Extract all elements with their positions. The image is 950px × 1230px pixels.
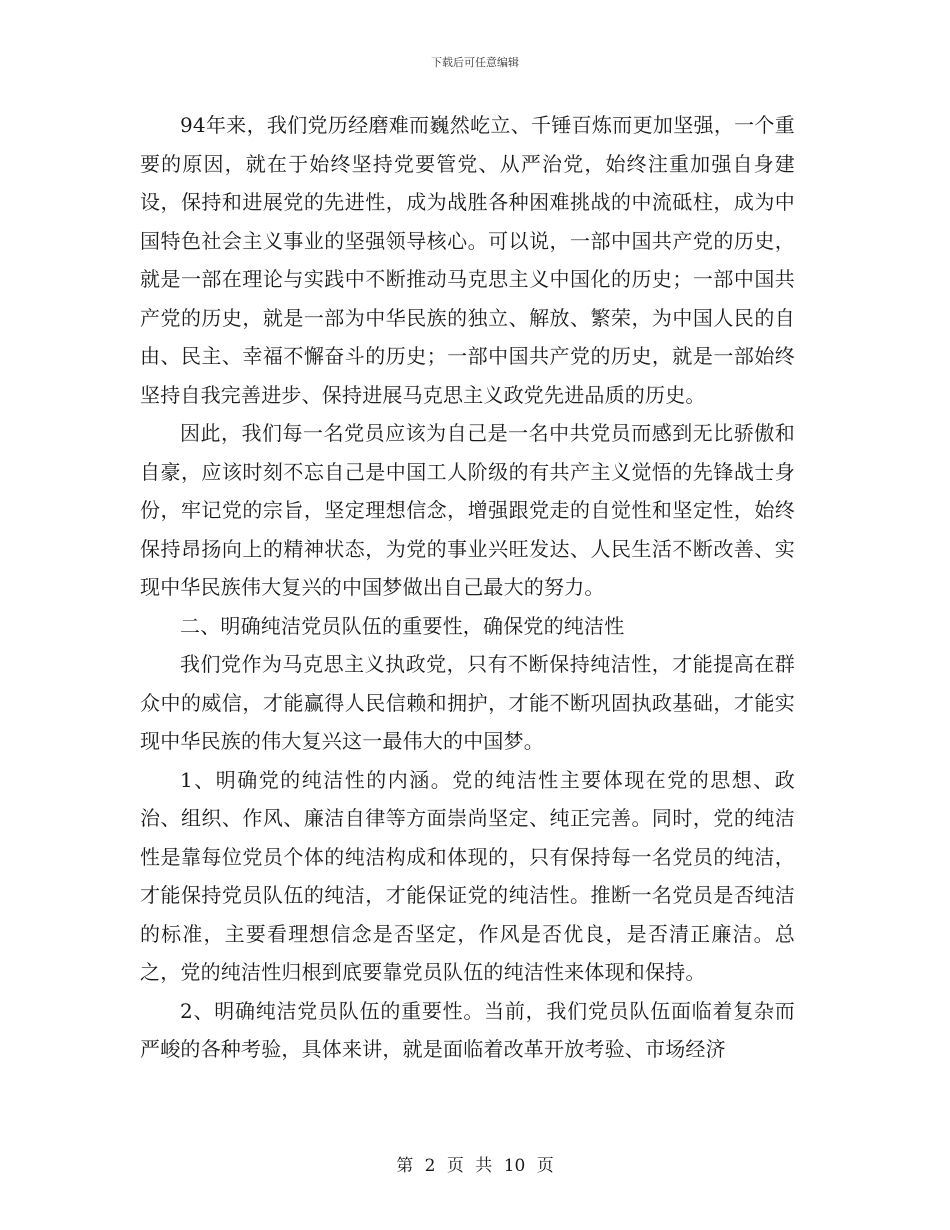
section-heading-purity: 二、明确纯洁党员队伍的重要性，确保党的纯洁性 — [180, 613, 625, 638]
page-number: 第 2 页 共 10 页 — [396, 1156, 554, 1176]
page-header-note: 下载后可任意编辑 — [431, 56, 519, 69]
paragraph-purity-importance: 2、明确纯洁党员队伍的重要性。当前，我们党员队伍面临着复杂而严峻的各种考验，具体来讲，就是面临着改革开放考验、市场经济 — [140, 998, 795, 1061]
paragraph-ruling-party: 我们党作为马克思主义执政党，只有不断保持纯洁性，才能提高在群众中的威信，才能赢得人民信赖和拥护，才能不断巩固执政基础，才能实现中华民族的伟大复兴这一最伟大的中国梦。 — [140, 652, 795, 753]
paragraph-purity-connotation: 1、明确党的纯洁性的内涵。党的纯洁性主要体现在党的思想、政治、组织、作风、廉洁自律等方面崇尚坚定、纯正完善。同时，党的纯洁性是靠每位党员个体的纯洁构成和体现的，只有保持每一名党员的纯洁，才能保持党员队伍的纯洁，才能保证党的纯洁性。推断一名党员是否纯洁的标准，主要看理想信念是否坚定，作风是否优良，是否清正廉洁。总之，党的纯洁性归根到底要靠党员队伍的纯洁性来体现和保持。 — [140, 767, 795, 984]
paragraph-party-member-pride: 因此，我们每一名党员应该为自己是一名中共党员而感到无比骄傲和自豪，应该时刻不忘自己是中国工人阶级的有共产主义觉悟的先锋战士身份，牢记党的宗旨，坚定理想信念，增强跟党走的自觉性和坚定性，始终保持昂扬向上的精神状态，为党的事业兴旺发达、人民生活不断改善、实现中华民族伟大复兴的中国梦做出自己最大的努力。 — [140, 421, 795, 599]
document-body — [140, 106, 795, 1069]
paragraph-history: 94年来，我们党历经磨难而巍然屹立、千锤百炼而更加坚强，一个重要的原因，就在于始终坚持党要管党、从严治党，始终注重加强自身建设，保持和进展党的先进性，成为战胜各种困难挑战的中流砥柱，成为中国特色社会主义事业的坚强领导核心。可以说，一部中国共产党的历史，就是一部在理论与实践中不断推动马克思主义中国化的历史；一部中国共产党的历史，就是一部为中华民族的独立、解放、繁荣，为中国人民的自由、民主、幸福不懈奋斗的历史；一部中国共产党的历史，就是一部始终坚持自我完善进步、保持进展马克思主义政党先进品质的历史。 — [140, 113, 795, 407]
